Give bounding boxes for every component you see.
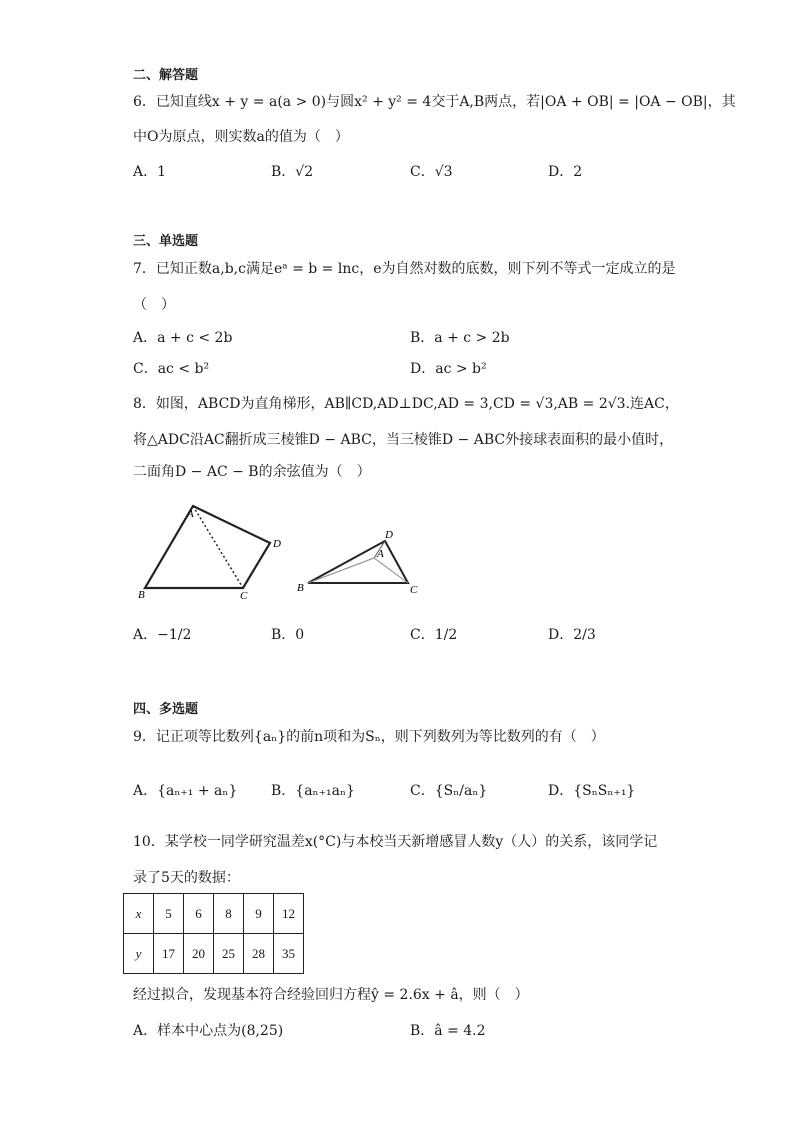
q8-stem-line2: 将△ADC沿AC翻折成三棱锥D − ABC，当三棱锥D − ABC外接球表面积的最小值时， [133, 432, 674, 448]
table-cell: 25 [214, 934, 244, 974]
q7-option-d: D．ac > b² [410, 361, 487, 377]
q7-option-b: B．a + c > 2b [410, 330, 510, 346]
q6-option-a: A．1 [133, 164, 167, 180]
q10-stem-line3: 经过拟合，发现基本符合经验回归方程ŷ = 2.6x + â，则（ ） [133, 987, 529, 1003]
q8-stem-line3: 二面角D − AC − B的余弦值为（ ） [133, 464, 371, 480]
q10-stem-line2: 录了5天的数据： [133, 870, 240, 886]
q6-option-b: B．√2 [271, 164, 314, 180]
table-cell: y [124, 934, 154, 974]
fig1-label-a: A [187, 508, 194, 520]
q8-option-a: A．−1/2 [133, 627, 192, 643]
q9-option-d: D．{SₙSₙ₊₁} [548, 783, 636, 799]
q8-option-b: B．0 [271, 627, 305, 643]
q6-stem-line2: 中O为原点，则实数a的值为（ ） [133, 129, 349, 145]
edge-ac [374, 558, 408, 583]
table-cell: 8 [214, 894, 244, 934]
q9-stem-line1: 9．记正项等比数列{aₙ}的前n项和为Sₙ，则下列数列为等比数列的有（ ） [133, 729, 605, 745]
table-cell: x [124, 894, 154, 934]
q7-stem-line1: 7．已知正数a,b,c满足eᵃ = b = lnc，e为自然对数的底数，则下列不等式一定成立的是 [133, 261, 676, 277]
fig2-label-d: D [385, 529, 393, 541]
q8-option-c: C．1/2 [410, 627, 458, 643]
table-cell: 5 [154, 894, 184, 934]
section-heading-4: 四、多选题 [133, 702, 199, 717]
edge-ab [308, 558, 374, 583]
fig2-label-b: B [297, 582, 304, 594]
table-row-y [124, 934, 304, 974]
q9-option-a: A．{aₙ₊₁ + aₙ} [133, 783, 238, 799]
table-cell: 17 [154, 934, 184, 974]
section-heading-3: 三、单选题 [133, 234, 199, 249]
table-cell: 20 [184, 934, 214, 974]
q8-option-d: D．2/3 [548, 627, 596, 643]
table-cell: 35 [274, 934, 304, 974]
table-cell: 12 [274, 894, 304, 934]
table-row-x [124, 894, 304, 934]
fig1-label-d: D [273, 538, 281, 550]
q10-option-a: A．样本中心点为(8,25) [133, 1023, 284, 1039]
table-cell: 9 [244, 894, 274, 934]
q9-option-c: C．{Sₙ/aₙ} [410, 783, 488, 799]
fig1-label-b: B [138, 589, 145, 601]
q7-option-c: C．ac < b² [133, 361, 210, 377]
q7-stem-line2: （ ） [133, 297, 175, 313]
q6-option-c: C．√3 [410, 164, 453, 180]
q6-option-d: D．2 [548, 164, 583, 180]
q10-stem-line1: 10．某学校一同学研究温差x(°C)与本校当天新增感冒人数y（人）的关系，该同学记 [133, 834, 658, 850]
q10-data-table [123, 893, 304, 974]
fig1-label-c: C [240, 590, 248, 602]
q8-stem-line1: 8．如图，ABCD为直角梯形，AB∥CD,AD⊥DC,AD = 3,CD = √3,AB = 2√3.连AC， [133, 396, 679, 412]
fig2-label-a: A [377, 548, 384, 560]
q7-option-a: A．a + c < 2b [133, 330, 233, 346]
q10-option-b: B．â = 4.2 [410, 1023, 486, 1039]
section-heading-2: 二、解答题 [133, 68, 199, 83]
tetra-face-bdc [308, 541, 408, 583]
table-cell: 6 [184, 894, 214, 934]
q6-stem-line1: 6．已知直线x + y = a(a > 0)与圆x² + y² = 4交于A,B两点，若|OA + OB| = |OA − OB|，其 [133, 94, 736, 110]
fig2-label-c: C [410, 584, 418, 596]
table-cell: 28 [244, 934, 274, 974]
q9-option-b: B．{aₙ₊₁aₙ} [271, 783, 355, 799]
